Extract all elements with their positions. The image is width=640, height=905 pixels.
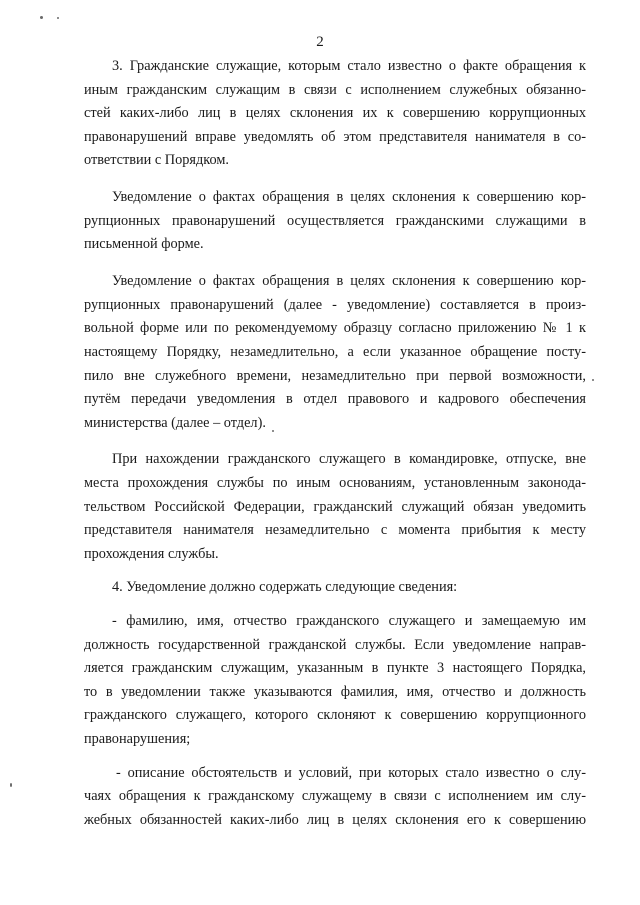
text-line: 3. Гражданские служащие, которым стало известно о факте обращения к — [112, 58, 586, 74]
text-line: вольной форме или по рекомендуемому образцу согласно приложению № 1 к — [84, 320, 586, 337]
paragraph — [84, 610, 586, 752]
text-line: ляется гражданским служащим, указанным в пункте 3 настоящего Порядка, — [84, 660, 586, 677]
text-line: рупционных правонарушений (далее - уведомление) составляется в произ- — [84, 296, 586, 313]
text-line: письменной форме. — [84, 236, 204, 253]
paragraph — [84, 448, 586, 566]
scan-speck — [57, 17, 59, 19]
text-line: Уведомление о фактах обращения в целях склонения к совершению кор- — [112, 273, 586, 290]
text-line: жебных обязанностей каких-либо лиц в целях склонения его к совершению — [84, 811, 586, 828]
text-line: тельством Российской Федерации, гражданский служащий обязан уведомить — [84, 498, 586, 515]
text-line: стей каких-либо лиц в целях склонения их к совершению коррупционных — [84, 105, 586, 122]
paragraph — [84, 762, 586, 833]
text-line: прохождения службы. — [84, 545, 219, 562]
text-line: правонарушений вправе уведомлять об этом представителя нанимателя в со- — [84, 128, 586, 145]
paragraph — [84, 55, 586, 173]
text-line: должность государственной гражданской службы. Если уведомление направ- — [84, 636, 586, 653]
text-line: - фамилию, имя, отчество гражданского служащего и замещаемую им — [112, 613, 586, 630]
text-line: то в уведомлении также указываются фамилия, имя, отчество и должность — [84, 683, 586, 700]
text-line: При нахождении гражданского служащего в командировке, отпуске, вне — [112, 451, 586, 468]
scan-speck — [592, 379, 594, 381]
text-line: - описание обстоятельств и условий, при которых стало известно о слу- — [116, 764, 586, 781]
text-line: 4. Уведомление должно содержать следующие сведения: — [112, 579, 458, 596]
text-line: правонарушения; — [84, 731, 191, 747]
text-line: Уведомление о фактах обращения в целях склонения к совершению кор- — [112, 189, 586, 206]
paragraph — [84, 270, 586, 435]
scan-speck — [10, 783, 12, 787]
text-line: представителя нанимателя незамедлительно с момента прибытия к месту — [84, 522, 586, 539]
text-line: иным гражданским служащим в связи с исполнением служебных обязанно- — [84, 81, 586, 98]
text-line: чаях обращения к гражданскому служащему в связи с исполнением им слу- — [84, 788, 586, 805]
paragraph — [84, 576, 586, 600]
text-line: ответствии с Порядком. — [84, 152, 229, 169]
text-line: места прохождения службы по иным основаниям, установленным законода- — [84, 475, 586, 492]
text-line: гражданского служащего, которого склоняют к совершению коррупционного — [84, 707, 586, 724]
document-body — [84, 55, 586, 832]
text-line: пило вне служебного времени, незамедлительно при первой возможности, — [84, 367, 586, 384]
text-line: настоящему Порядку, незамедлительно, а если указанное обращение посту- — [84, 343, 586, 360]
scan-speck — [40, 16, 43, 19]
page-number: 2 — [316, 34, 324, 50]
text-line: путём передачи уведомления в отдел правового и кадрового обеспечения — [84, 391, 586, 408]
text-line: министерства (далее – отдел). — [84, 414, 266, 431]
paragraph — [84, 186, 586, 257]
text-line: рупционных правонарушений осуществляется гражданскими служащими в — [84, 212, 586, 229]
